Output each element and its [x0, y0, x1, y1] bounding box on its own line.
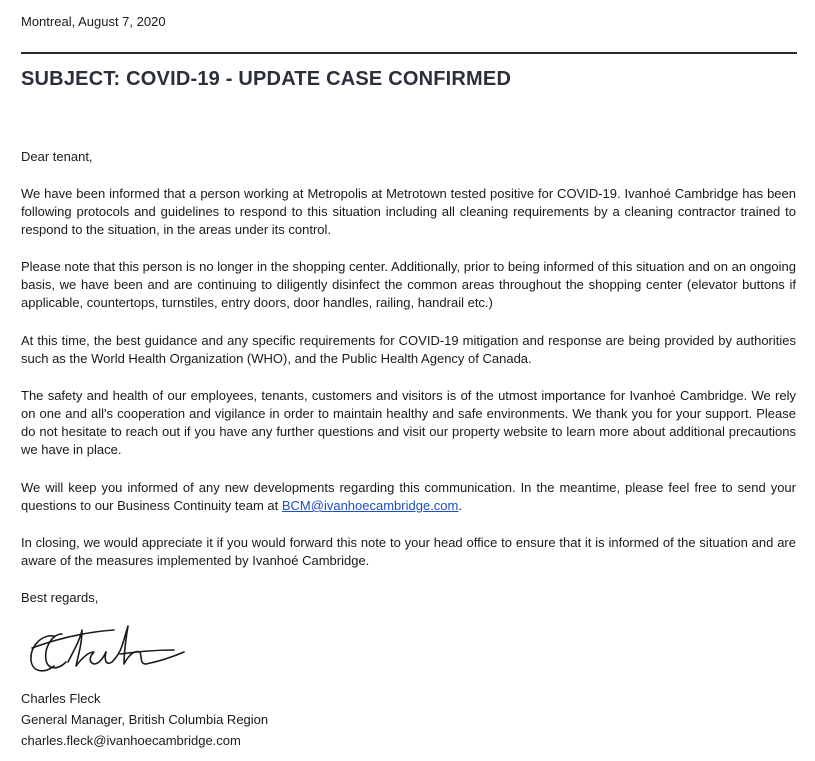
letter-subject: SUBJECT: COVID-19 - UPDATE CASE CONFIRMED: [21, 68, 512, 90]
sign-off: Best regards,: [21, 590, 99, 605]
header-divider: [21, 52, 797, 54]
contact-text-end: .: [458, 498, 462, 513]
signatory-title: General Manager, British Columbia Region: [21, 712, 269, 727]
salutation: Dear tenant,: [21, 149, 93, 164]
contact-text: We will keep you informed of any new developments regarding this communication. In the meantime, please feel free to send your questions to our Business Continuity team at: [21, 480, 796, 513]
letter-date: Montreal, August 7, 2020: [21, 14, 166, 29]
signatory-email: charles.fleck@ivanhoecambridge.com: [21, 733, 241, 748]
signatory-name: Charles Fleck: [21, 691, 101, 706]
paragraph-safety: The safety and health of our employees, tenants, customers and visitors is of the utmost importance for Ivanhoé Cambridge. We rely on one and all's cooperation and vigilance in order to maintain healthy and safe environments. We thank you for your support. Please do not hesitate to reach out if you have any further questions and visit our property website to learn more about additional precautions we have in place.: [21, 388, 796, 457]
paragraph-disinfection: Please note that this person is no longer in the shopping center. Additionally, prior to being informed of this situation and on an ongoing basis, we have been and are continuing to diligently disinfect the common areas throughout the shopping center (elevator buttons if applicable, countertops, turnstiles, entry doors, door handles, railing, handrail etc.): [21, 259, 796, 310]
paragraph-notification: We have been informed that a person working at Metropolis at Metrotown tested positive for COVID-19. Ivanhoé Cambridge has been following protocols and guidelines to respond to this situation including all cleaning requirements by a cleaning contractor trained to respond to the situation, in the areas under its control.: [21, 186, 796, 237]
bcm-email-link[interactable]: BCM@ivanhoecambridge.com: [281, 498, 459, 513]
handwritten-signature: [24, 618, 199, 683]
paragraph-guidance: At this time, the best guidance and any specific requirements for COVID-19 mitigation and response are being provided by authorities such as the World Health Organization (WHO), and the Public Health Agency of Canada.: [21, 333, 796, 366]
paragraph-contact: [21, 479, 796, 515]
paragraph-closing: In closing, we would appreciate it if you would forward this note to your head office to ensure that it is informed of the situation and are aware of the measures implemented by Ivanhoé Cambridge.: [21, 535, 796, 568]
